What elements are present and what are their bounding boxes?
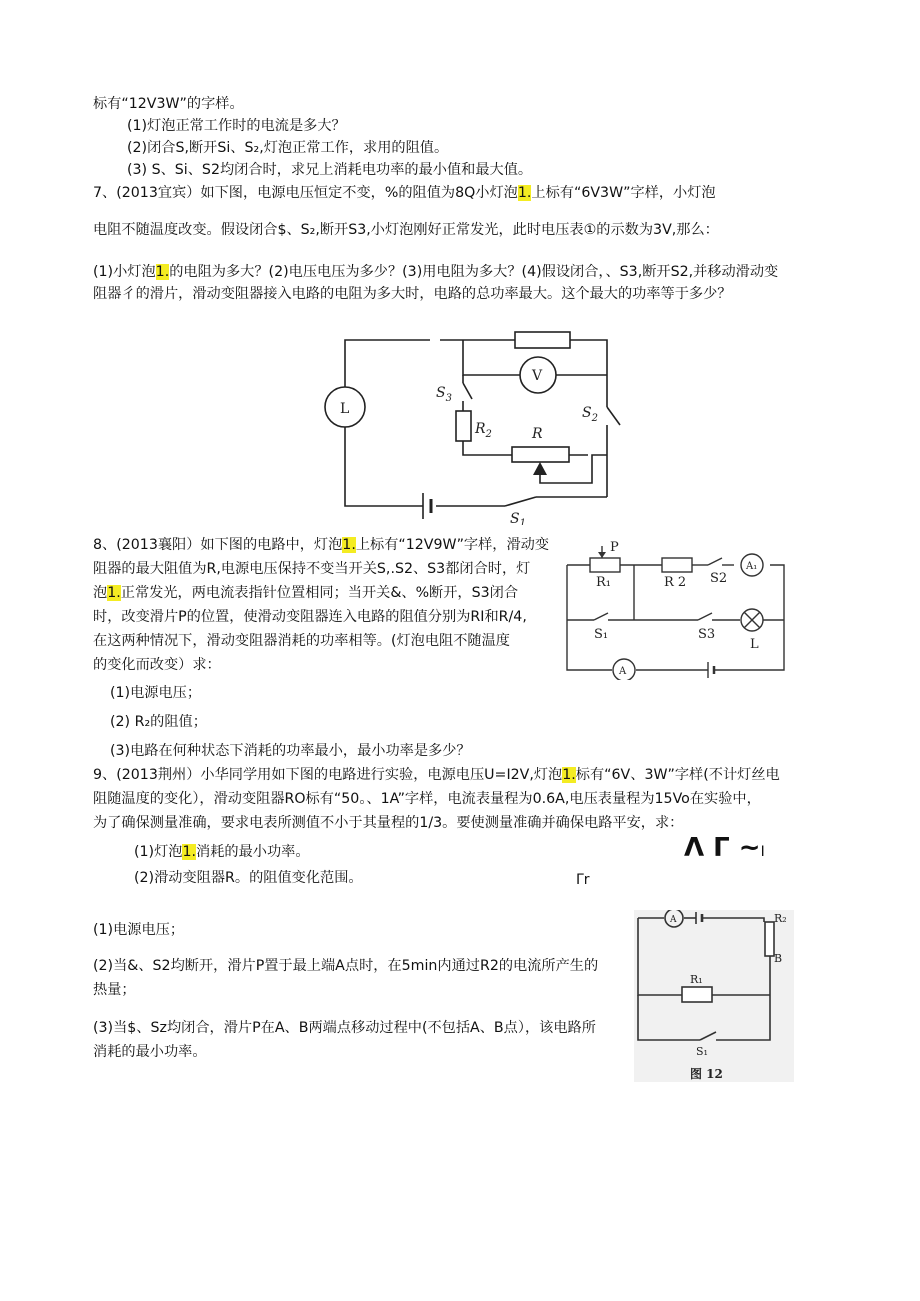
highlight-mark: 1.: [155, 264, 170, 280]
text-line: (3) S、Si、S2均闭合时，求兄上消耗电功率的最小值和最大值。: [127, 162, 533, 178]
highlight-mark: 1.: [562, 767, 576, 783]
lamp-label: L: [340, 401, 350, 417]
switch-label: S3: [698, 627, 716, 642]
text-line: 热量；: [93, 982, 136, 998]
text-line: (2)闭合S,断开Si、S₂,灯泡正常工作，求用的阻值。: [127, 140, 449, 156]
text-segment: 9、(2013荆州）小华同学用如下图的电路进行实验，电源电压U=I2V,灯泡: [93, 767, 563, 783]
text-segment: 泡: [93, 585, 108, 601]
endpoint-label: B: [774, 952, 783, 965]
ammeter-label: A₁: [746, 561, 758, 572]
text-line: 在这两种情况下，滑动变阻器消耗的功率相等。(灯泡电阻不随温度: [93, 633, 510, 649]
lamp-label: L: [750, 637, 759, 652]
resistor-label: R 2: [664, 575, 687, 590]
resistor-label: R₁: [596, 575, 611, 590]
highlight-mark: 1.: [107, 585, 121, 601]
ammeter-label: A: [619, 666, 627, 677]
circuit-diagram-12: [634, 910, 794, 1082]
text-line: [93, 262, 778, 282]
switch-label: S₁: [594, 627, 609, 642]
text-line: [93, 535, 549, 555]
text-line: 阻器的最大阻值为R,电源电压保持不变当开关S,.S2、S3都闭合时，灯: [93, 561, 531, 577]
text-line: (1)电源电压；: [93, 922, 185, 938]
text-segment: (1)小灯泡: [93, 264, 156, 280]
resistor-label: $R_2$: [475, 421, 492, 440]
text-line: 时，改变滑片P的位置，使滑动变阻器连入电路的阻值分别为RI和R/4,: [93, 609, 527, 625]
highlight-mark: 1.: [342, 537, 356, 553]
text-line: 消耗的最小功率。: [93, 1044, 207, 1060]
scribble-mark: [684, 834, 765, 866]
text-line: 电阻不随温度改变。假设闭合$、S₂,断开S3,小灯泡刚好正常发光，此时电压表①的示数为3V,那么：: [93, 222, 719, 238]
circuit-diagram-8: [562, 540, 802, 680]
text-line: [93, 583, 518, 603]
slider-label: P: [610, 540, 619, 555]
switch-label: $S_1$: [510, 511, 526, 525]
text-line: (3)电路在何种状态下消耗的功率最小，最小功率是多少？: [110, 743, 471, 759]
text-segment: (1)灯泡: [134, 844, 183, 860]
switch-label: $S_2$: [582, 405, 598, 424]
text-line: (1)电源电压；: [110, 685, 202, 701]
text-line: (1)灯泡正常工作时的电流是多大？: [127, 118, 346, 134]
scribble-text: I: [760, 844, 765, 860]
text-line: [93, 765, 780, 785]
text-line: 标有“12V3W”的字样。: [93, 96, 244, 112]
resistor-label: R₁: [690, 973, 703, 986]
text-segment: 7、(2013宜宾）如下图，电源电压恒定不变，%的阻值为8Q小灯泡: [93, 185, 518, 201]
figure-caption: 图 12: [690, 1067, 723, 1081]
scribble-mark: Γr: [576, 872, 590, 888]
rheostat-label: R₂: [774, 912, 787, 925]
switch-label: $S_3$: [436, 385, 452, 404]
text-line: 阻器彳的滑片，滑动变阻器接入电路的电阻为多大时，电路的总功率最大。这个最大的功率等于多少？: [93, 286, 732, 302]
switch-label: S₁: [696, 1045, 708, 1058]
text-line: 阻随温度的变化），滑动变阻器RO标有“50。、1A”字样，电流表量程为0.6A,电压表量程为15Vo在实验中，: [93, 791, 761, 807]
text-line: (2)滑动变阻器R。的阻值变化范围。: [134, 870, 363, 886]
text-segment: 上标有“12V9W”字样，滑动变: [355, 537, 550, 553]
text-segment: 的电阻为多大？(2)电压电压为多少？(3)用电阻为多大？(4)假设闭合，、S3,断开S2,并移动滑动变: [169, 264, 779, 280]
text-segment: 8、(2013襄阳）如下图的电路中，灯泡: [93, 537, 343, 553]
text-segment: 上标有“6V3W”字样，小灯泡: [531, 185, 716, 201]
circuit-diagram-7: [320, 325, 630, 525]
text-segment: 正常发光，两电流表指针位置相同；当开关&、%断开，S3闭合: [120, 585, 519, 601]
text-segment: 消耗的最小功率。: [196, 844, 310, 860]
text-line: (3)当$、Sz均闭合，滑片P在A、B两端点移动过程中(不包括A、B点），该电路所: [93, 1020, 596, 1036]
text-line: (2) R₂的阻值；: [110, 714, 207, 730]
text-line: 的变化而改变）求：: [93, 657, 221, 673]
ammeter-label: A: [670, 915, 677, 925]
voltmeter-label: V: [532, 368, 543, 384]
rheostat-label: R: [532, 426, 543, 442]
text-line: [134, 842, 310, 862]
text-line: (2)当&、S2均断开，滑片P置于最上端A点时，在5min内通过R2的电流所产生的: [93, 958, 599, 974]
switch-label: S2: [710, 571, 728, 586]
scribble-text: Λ Γ ~: [684, 833, 761, 863]
text-line: [93, 183, 716, 203]
text-line: 为了确保测量准确，要求电表所测值不小于其量程的1/3。要使测量准确并确保电路平安，求：: [93, 815, 684, 831]
text-segment: 标有“6V、3W”字样(不计灯丝电: [575, 767, 780, 783]
highlight-mark: 1.: [517, 185, 532, 201]
highlight-mark: 1.: [182, 844, 197, 860]
